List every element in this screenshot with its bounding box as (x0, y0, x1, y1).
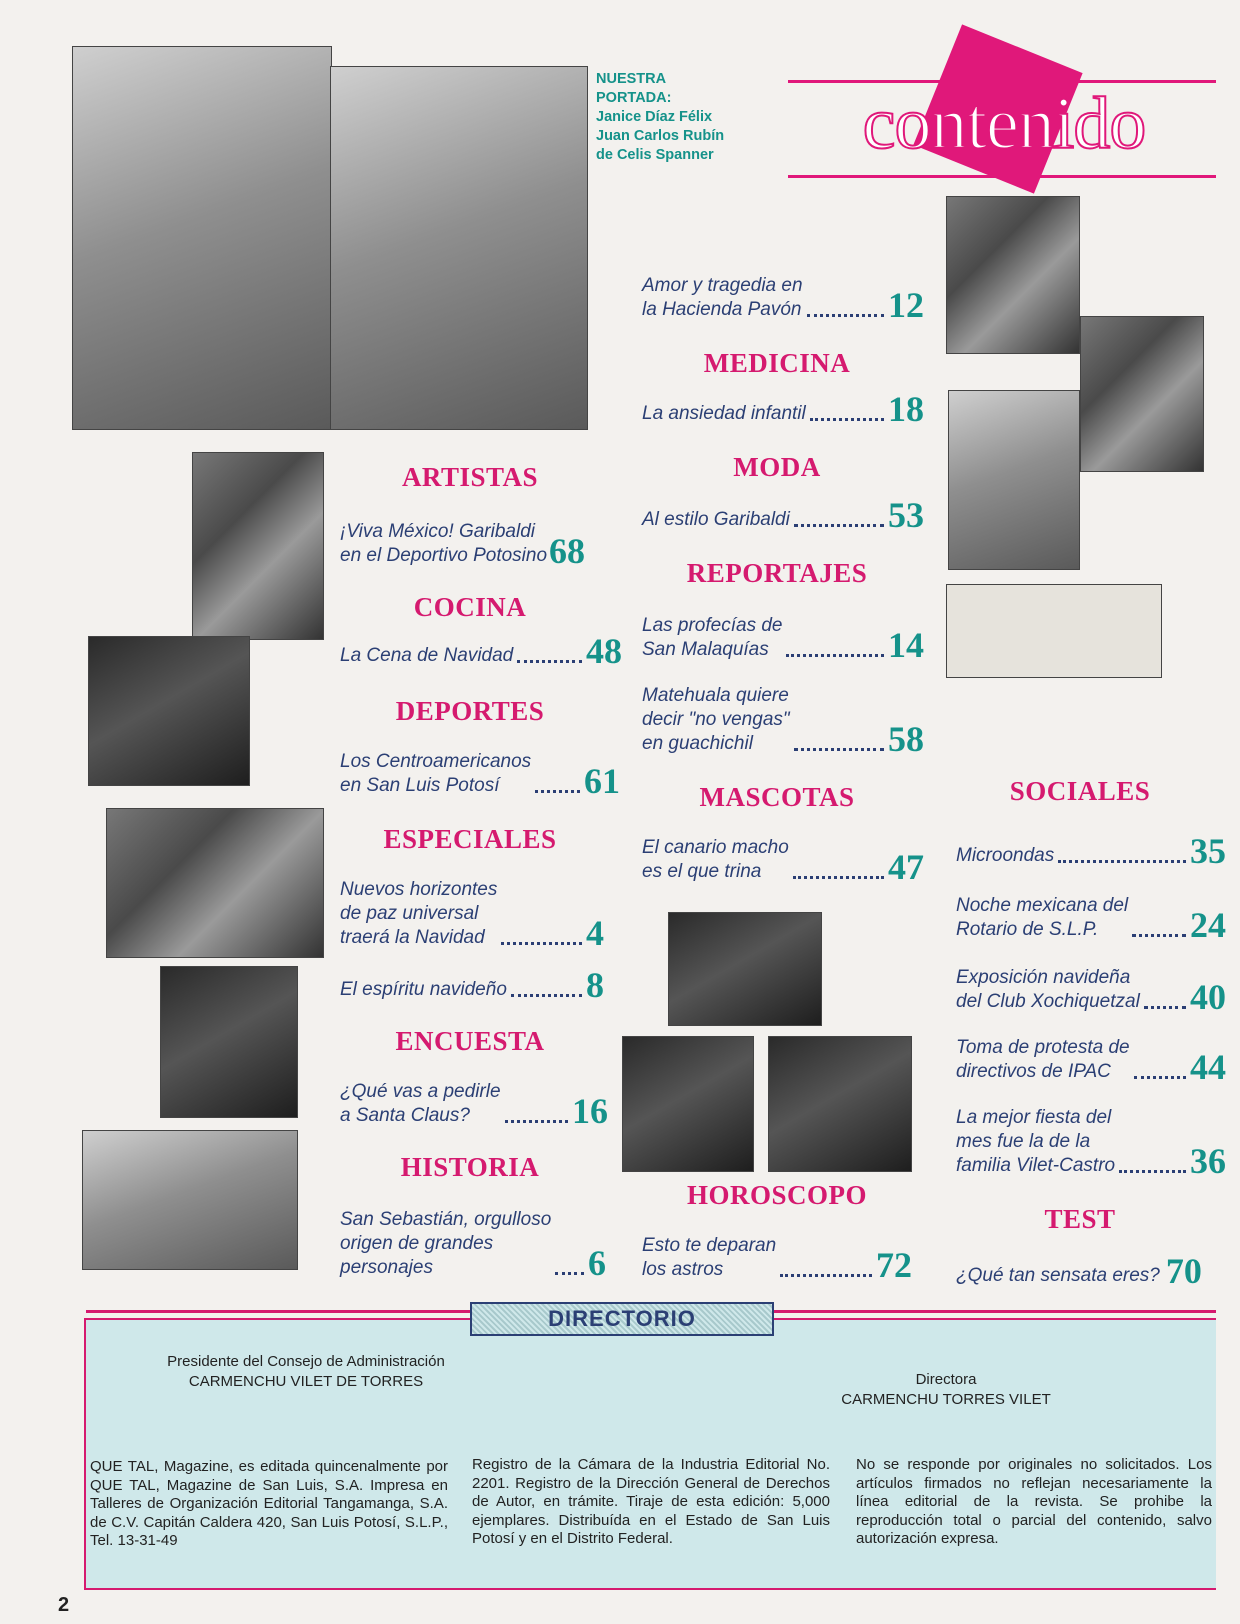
cover-photo-woman (72, 46, 332, 430)
toc-entry[interactable]: ¡Viva México! Garibaldi en el Deportivo Potosino 68 (340, 521, 586, 571)
toc-entry[interactable]: Nuevos horizontes de paz universal traerá la Navidad 4 (340, 879, 604, 953)
page-number: 24 (1190, 905, 1226, 945)
food-photo (192, 452, 324, 640)
page-number: 40 (1190, 977, 1226, 1017)
directorio-title: DIRECTORIO (470, 1302, 774, 1336)
directorio-box (84, 1318, 1216, 1590)
section-title-reportajes: REPORTAJES (686, 558, 868, 588)
portada-name: Janice Díaz Félix (596, 109, 713, 125)
leader-dots (786, 654, 884, 657)
leader-dots (1119, 1170, 1186, 1173)
toc-entry[interactable]: ¿Qué tan sensata eres? 70 (956, 1251, 1202, 1291)
page-number: 44 (1190, 1047, 1226, 1087)
leader-dots (794, 524, 884, 527)
page-number: 6 (588, 1243, 606, 1283)
portada-label: NUESTRA PORTADA: (596, 71, 672, 106)
page-number: 48 (586, 631, 622, 671)
section-title-sociales: SOCIALES (1009, 776, 1151, 806)
directora-name: CARMENCHU TORRES VILET (841, 1391, 1051, 1408)
toc-entry[interactable]: San Sebastián, orgulloso origen de grandes personajes 6 (340, 1209, 606, 1283)
page-number: 68 (549, 531, 586, 571)
leader-dots (555, 1272, 584, 1275)
page-number: 61 (584, 761, 620, 801)
toc-entry[interactable]: Esto te deparan los astros 72 (642, 1235, 912, 1285)
page-number: 36 (1190, 1141, 1226, 1181)
leader-dots (1144, 1006, 1186, 1009)
portada-name: de Celis Spanner (596, 147, 714, 163)
leader-dots (517, 660, 582, 663)
toc-entry[interactable]: Las profecías de San Malaquías 14 (642, 615, 924, 665)
section-title-cocina: COCINA (413, 592, 527, 622)
party-photo-1 (622, 1036, 754, 1172)
cover-photo-man (330, 66, 588, 430)
page-number: 53 (888, 495, 924, 535)
popes-engraving (946, 584, 1162, 678)
leader-dots (511, 994, 582, 997)
charro-photo (948, 390, 1080, 570)
page-number: 18 (888, 389, 924, 429)
toc-entry[interactable]: La ansiedad infantil 18 (642, 389, 924, 429)
directorio-col-2: Registro de la Cámara de la Industria Editorial No. 2201. Registro de la Dirección General de Derechos de Autor, en trámite. Tiraje de esta edición: 5,000 ejemplares. Distribuída en el Estado de San Luis Potosí y en el Distrito Federal. (472, 1456, 830, 1547)
portada-name: Juan Carlos Rubín (596, 128, 725, 144)
page-number: 8 (586, 965, 604, 1005)
toc-entry[interactable]: Amor y tragedia en la Hacienda Pavón 12 (642, 275, 924, 325)
presidente-role: Presidente del Consejo de Administración (167, 1353, 445, 1370)
page-number: 4 (586, 913, 604, 953)
leader-dots (1058, 860, 1186, 863)
portada-caption (596, 70, 776, 165)
page-number: 35 (1190, 831, 1226, 871)
toc-entry[interactable]: Al estilo Garibaldi 53 (642, 495, 924, 535)
party-photo-2 (768, 1036, 912, 1172)
leader-dots (501, 942, 582, 945)
woman-portrait-photo (668, 912, 822, 1026)
page-number: 12 (888, 285, 924, 325)
toc-entry[interactable]: Los Centroamericanos en San Luis Potosí 61 (340, 751, 620, 801)
page-number: 58 (888, 719, 924, 759)
boy-photo (160, 966, 298, 1118)
section-title-artistas: ARTISTAS (401, 462, 539, 492)
section-title-moda: MODA (733, 452, 821, 482)
toc-entry[interactable]: Toma de protesta de directivos de IPAC 44 (956, 1037, 1226, 1087)
toc-entry[interactable]: La mejor fiesta del mes fue la de la familia Vilet-Castro 36 (956, 1107, 1226, 1181)
section-title-medicina: MEDICINA (703, 348, 851, 378)
page-number: 47 (888, 847, 924, 887)
toc-entry[interactable]: El canario macho es el que trina 47 (642, 837, 924, 887)
presidente-block (126, 1352, 486, 1392)
leader-dots (780, 1274, 872, 1277)
toc-entry[interactable]: La Cena de Navidad 48 (340, 631, 622, 671)
hacienda-photo (946, 196, 1080, 354)
section-title-deportes: DEPORTES (395, 696, 545, 726)
page-number-footer: 2 (58, 1594, 70, 1616)
page-number: 70 (1165, 1251, 1202, 1291)
section-title-especiales: ESPECIALES (383, 824, 557, 854)
directorio-col-3: No se responde por originales no solicitados. Los artículos firmados no reflejan necesariamente la línea editorial de la revista. Se prohibe la reproducción total o parcial del contenido, salvo autorización expresa. (856, 1456, 1212, 1547)
toc-entry[interactable]: Exposición navideña del Club Xochiquetzal 40 (956, 967, 1226, 1017)
directora-block (796, 1370, 1096, 1410)
toc-entry[interactable]: Noche mexicana del Rotario de S.L.P. 24 (956, 895, 1226, 945)
arch-photo (106, 808, 324, 958)
logo-text: contenido (862, 83, 1146, 165)
section-title-mascotas: MASCOTAS (699, 782, 855, 812)
toc-entry[interactable]: Matehuala quiere decir "no vengas" en guachichil 58 (642, 685, 924, 759)
section-title-test: TEST (1044, 1204, 1116, 1234)
section-title-horoscopo: HOROSCOPO (686, 1180, 867, 1210)
leader-dots (807, 314, 884, 317)
directora-role: Directora (915, 1371, 977, 1388)
presidente-name: CARMENCHU VILET DE TORRES (188, 1373, 424, 1390)
kiosk-photo (82, 1130, 298, 1270)
leader-dots (505, 1120, 568, 1123)
contenido-logo (788, 32, 1216, 192)
page-number: 16 (572, 1091, 608, 1131)
couple-photo (88, 636, 250, 786)
leader-dots (793, 876, 884, 879)
toc-entry[interactable]: ¿Qué vas a pedirle a Santa Claus? 16 (340, 1081, 608, 1131)
leader-dots (1134, 1076, 1186, 1079)
leader-dots (810, 418, 884, 421)
toc-entry[interactable]: Microondas 35 (956, 831, 1226, 871)
dance-photo (1080, 316, 1204, 472)
leader-dots (794, 748, 884, 751)
toc-entry[interactable]: El espíritu navideño 8 (340, 965, 604, 1005)
page-number: 14 (888, 625, 924, 665)
directorio-col-1: QUE TAL, Magazine, es editada quincenalmente por QUE TAL, Magazine de San Luis, S.A. Impresa en Talleres de Organización Editorial Tangamanga, S.A. de C.V. Capitán Caldera 420, San Luis Potosí, S.L.P., Tel. 13-31-49 (90, 1458, 448, 1549)
section-title-encuesta: ENCUESTA (395, 1026, 545, 1056)
section-title-historia: HISTORIA (400, 1152, 540, 1182)
leader-dots (535, 790, 580, 793)
leader-dots (1132, 934, 1186, 937)
page-number: 72 (876, 1245, 912, 1285)
